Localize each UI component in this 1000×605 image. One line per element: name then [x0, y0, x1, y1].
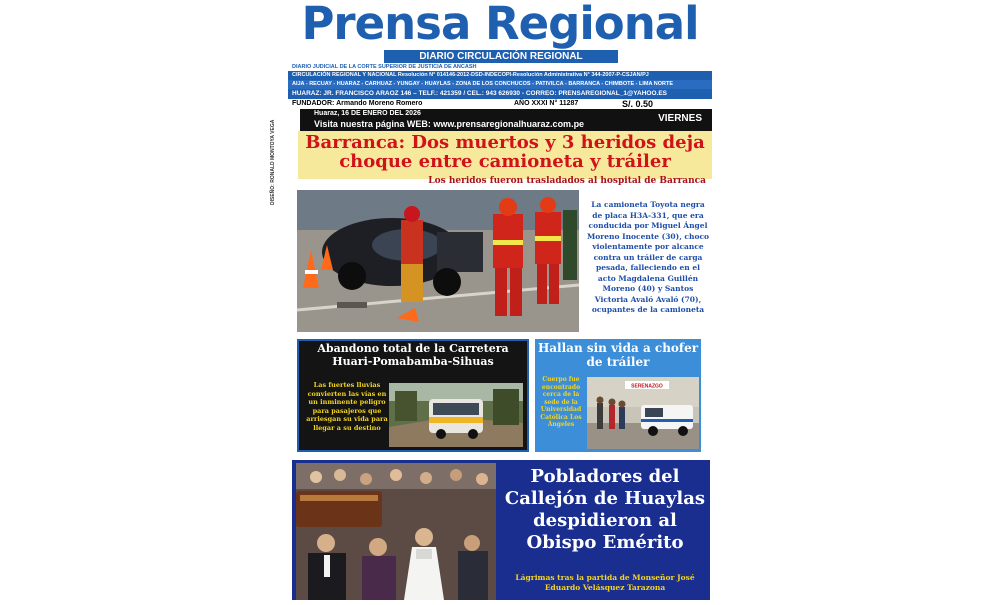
price: S/. 0.50 [622, 99, 654, 109]
cities-line: AIJA - RECUAY - HUARAZ - CARHUAZ - YUNGAY - HUAYLAS - ZONA DE LOS CONCHUCOS - PATIVILCA - BARRANCA - CHIMBOTE - LIMA NORTE [288, 80, 712, 89]
police-truck-photo [587, 377, 699, 449]
founder: FUNDADOR: Armando Moreno Romero [292, 100, 423, 107]
edition-number: AÑO XXXI N° 11287 [514, 100, 579, 107]
judicial-note: DIARIO JUDICIAL DE LA CORTE SUPERIOR DE JUSTICIA DE ANCASH [292, 64, 477, 70]
road-story-box [297, 339, 529, 452]
issue-date: Huaraz, 16 DE ENERO DEL 2026 [314, 110, 421, 117]
serenazgo-sign: SERENAZGO [631, 383, 663, 390]
funeral-photo [296, 463, 496, 600]
circulation-line: CIRCULACIÓN REGIONAL Y NACIONAL Resolución N° 014146-2012-DSD-INDECOPI-Resolución Administrativa N° 344-2007-P-CSJAN/PJ [288, 71, 712, 80]
dateline-bar [300, 109, 712, 131]
masthead-subtitle: DIARIO CIRCULACIÓN REGIONAL [384, 50, 618, 63]
bishop-story-headline: Pobladores del Callejón de Huaylas despidieron al Obispo Emérito [504, 466, 706, 553]
driver-story-text: Cuerpo fue encontrado cerca de la sede de la Universidad Católica Los Ángeles [540, 376, 582, 428]
road-story-headline: Abandono total de la Carretera Huari-Pomabamba-Sihuas [317, 342, 509, 368]
funeral-procession-illustration [296, 463, 496, 600]
bus-on-road-illustration [389, 383, 523, 447]
police-truck-illustration [587, 377, 699, 449]
lead-headline-line2: choque entre camioneta y tráiler [339, 151, 671, 172]
crash-photo-illustration [297, 190, 579, 332]
road-story-text: Las fuertes lluvias convierten las vías en un inminente peligro para pasajeros que arriesgan su vida para llegar a su destino [306, 381, 388, 432]
bishop-story-box [292, 460, 710, 600]
founder-row [288, 99, 712, 109]
masthead-title: Prensa Regional [301, 0, 699, 50]
website-link[interactable]: Visita nuestra página WEB: www.prensaregionalhuaraz.com.pe [314, 119, 585, 129]
weekday: VIERNES [658, 113, 702, 124]
bishop-story-subhead: Lágrimas tras la partida de Monseñor José Eduardo Velásquez Tarazona [515, 573, 695, 592]
lead-subhead: Los heridos fueron trasladados al hospital de Barranca [428, 176, 706, 186]
lead-headline [298, 131, 712, 179]
address-line: HUARAZ: JR. FRANCISCO ARAOZ 146 – TELF.: 421359 / CEL.: 943 626930 - CORREO: PRENSAREGIONAL_1@YAHOO.ES [288, 89, 712, 99]
driver-story-box [535, 339, 701, 452]
driver-story-headline: Hallan sin vida a chofer de tráiler [537, 341, 699, 369]
crash-photo [297, 190, 579, 332]
lead-body: La camioneta Toyota negra de placa H3A-331, que era conducida por Miguel Ángel Moreno Inocente (30), choco violentamente por alcance contra un tráiler de carga pesada, falleciendo en el acto Magdalena Guillén Moreno (40) y Santos Victoria Avaló Avaló (70), ocupantes de la camioneta [586, 200, 710, 314]
design-credit: DISEÑO: RONALD MONTOYA VEGA [270, 119, 276, 205]
lead-headline-line1: Barranca: Dos muertos y 3 heridos deja [305, 132, 705, 153]
road-photo [389, 383, 523, 447]
newspaper-front-page [270, 0, 712, 600]
